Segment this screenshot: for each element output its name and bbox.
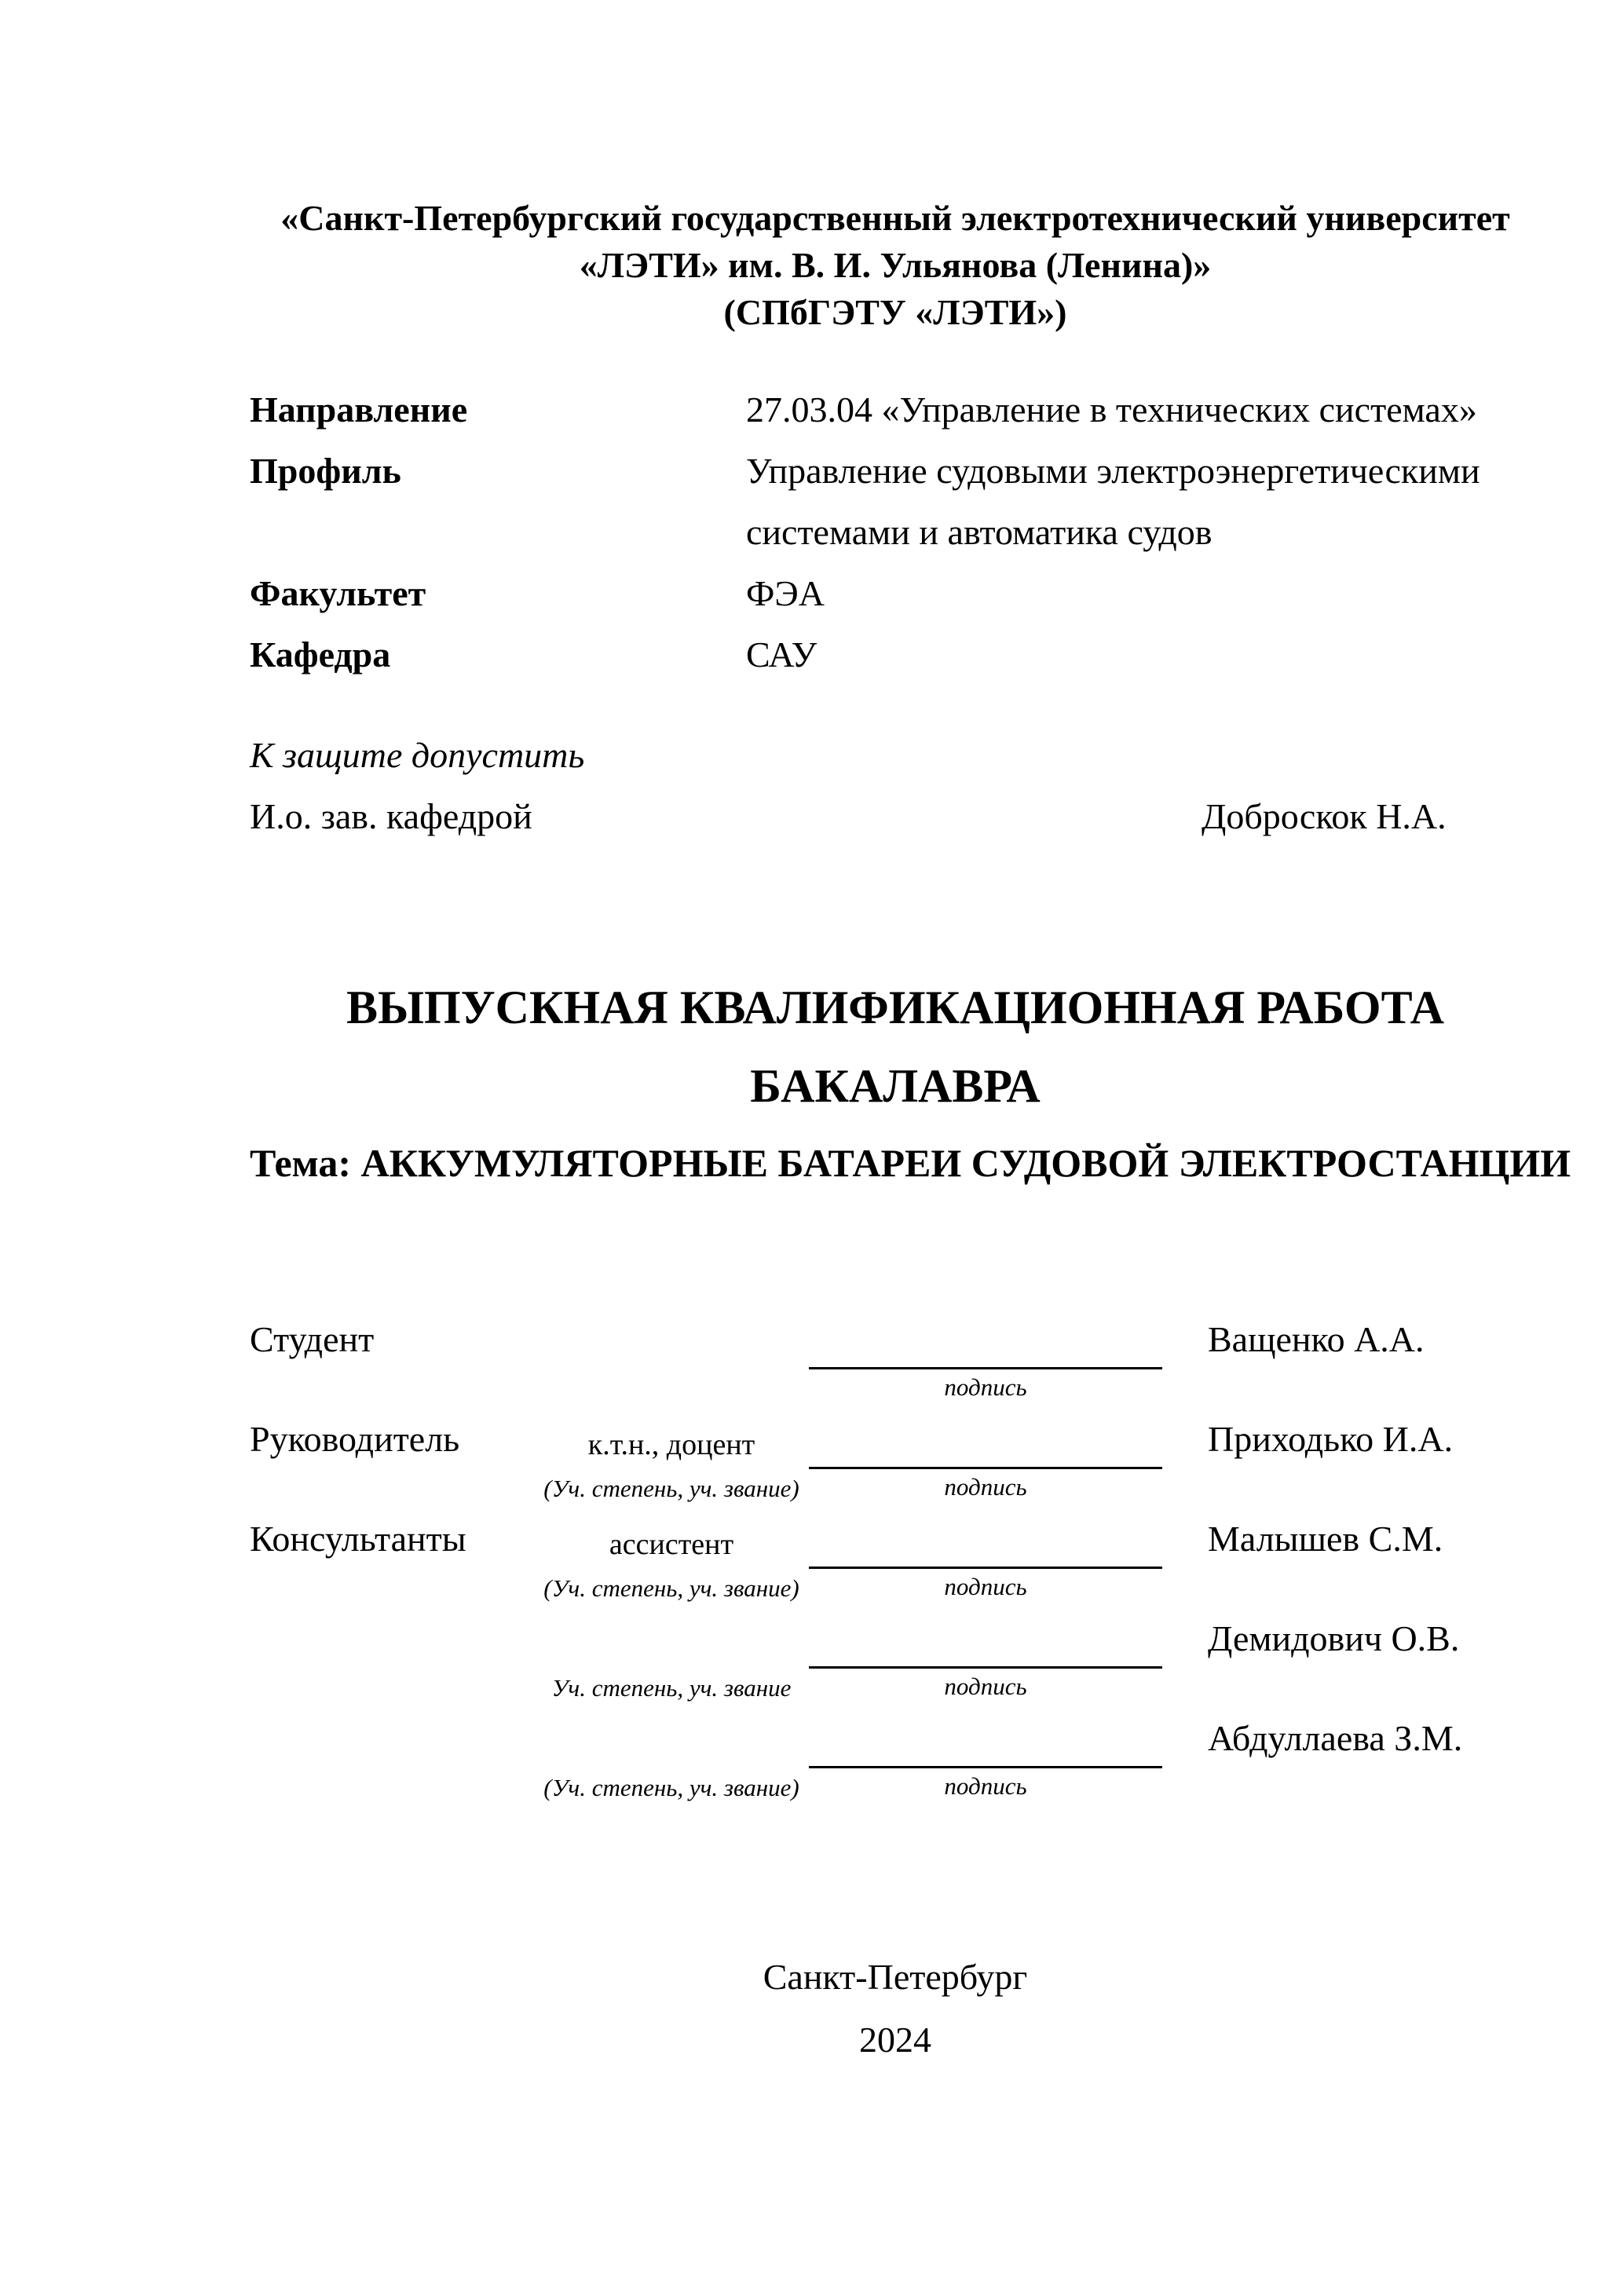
thesis-title-line-1: ВЫПУСКНАЯ КВАЛИФИКАЦИОННАЯ РАБОТА bbox=[346, 982, 1444, 1033]
university-header-line-2: «ЛЭТИ» им. В. И. Ульянова (Ленина)» bbox=[579, 245, 1212, 285]
signature-sign-caption: подпись bbox=[944, 1673, 1027, 1700]
admission-section bbox=[250, 725, 1541, 847]
signature-sign-caption: подпись bbox=[944, 1373, 1027, 1401]
university-header-line-3: (СПбГЭТУ «ЛЭТИ») bbox=[723, 292, 1067, 332]
program-fields-section bbox=[250, 379, 1585, 686]
admission-head-name: Доброскок Н.А. bbox=[1202, 796, 1447, 836]
field-label-profile: Профиль bbox=[250, 451, 401, 491]
field-row-profile bbox=[250, 441, 1585, 563]
signature-row-consultant-2 bbox=[250, 1591, 1585, 1702]
signature-degree-caption: (Уч. степень, уч. звание) bbox=[543, 1774, 799, 1801]
signature-name: Демидович О.В. bbox=[1208, 1618, 1460, 1658]
signature-role-label: Консультанты bbox=[250, 1519, 466, 1559]
signature-row-student bbox=[250, 1292, 1585, 1401]
signature-role-label: Студент bbox=[250, 1319, 375, 1359]
field-label-faculty: Факультет bbox=[250, 573, 426, 613]
signature-line bbox=[809, 1766, 1162, 1768]
admission-permit-line: К защите допустить bbox=[250, 735, 585, 775]
signature-name: Абдуллаева З.М. bbox=[1208, 1718, 1463, 1758]
thesis-theme: Тема: АККУМУЛЯТОРНЫЕ БАТАРЕИ СУДОВОЙ ЭЛЕКТРОСТАНЦИИ bbox=[250, 1141, 1571, 1185]
admission-role-label: И.о. зав. кафедрой bbox=[250, 796, 532, 836]
signatures-section bbox=[250, 1292, 1585, 1801]
signature-degree: к.т.н., доцент bbox=[587, 1428, 755, 1461]
signature-degree: ассистент bbox=[609, 1528, 734, 1561]
field-label-direction: Направление bbox=[250, 389, 468, 430]
signature-row-consultant-1 bbox=[250, 1491, 1585, 1602]
field-row-department bbox=[250, 624, 1585, 686]
signature-line bbox=[809, 1467, 1162, 1469]
signature-name: Малышев С.М. bbox=[1208, 1519, 1443, 1559]
field-row-faculty bbox=[250, 563, 1585, 624]
footer-year: 2024 bbox=[859, 2020, 931, 2060]
signature-sign-caption: подпись bbox=[944, 1473, 1027, 1501]
signature-row-consultant-3 bbox=[250, 1691, 1585, 1801]
signature-name: Ващенко А.А. bbox=[1208, 1319, 1425, 1359]
signature-row-supervisor bbox=[250, 1391, 1585, 1502]
footer-section bbox=[250, 1946, 1541, 2071]
university-header bbox=[250, 195, 1541, 336]
field-label-department: Кафедра bbox=[250, 634, 391, 675]
field-row-direction bbox=[250, 379, 1585, 441]
signature-sign-caption: подпись bbox=[944, 1573, 1027, 1600]
signature-degree-caption: Уч. степень, уч. звание bbox=[551, 1674, 792, 1702]
field-value-direction: 27.03.04 «Управление в технических системах» bbox=[746, 389, 1477, 430]
field-value-department: САУ bbox=[746, 634, 817, 675]
signature-role-label: Руководитель bbox=[250, 1419, 460, 1459]
signature-line bbox=[809, 1367, 1162, 1369]
signature-sign-caption: подпись bbox=[944, 1772, 1027, 1800]
footer-city: Санкт-Петербург bbox=[763, 1957, 1028, 1997]
thesis-title-line-2: БАКАЛАВРА bbox=[750, 1060, 1041, 1112]
field-value-profile: Управление судовыми электроэнергетическими системами и автоматика судов bbox=[746, 451, 1480, 552]
admission-row bbox=[250, 786, 1541, 847]
signature-name: Приходько И.А. bbox=[1208, 1419, 1454, 1459]
signature-line bbox=[809, 1666, 1162, 1669]
field-value-faculty: ФЭА bbox=[746, 573, 825, 613]
signature-degree-caption: (Уч. степень, уч. звание) bbox=[543, 1475, 799, 1502]
signature-degree-caption: (Уч. степень, уч. звание) bbox=[543, 1574, 799, 1602]
university-header-line-1: «Санкт-Петербургский государственный электротехнический университет bbox=[280, 198, 1510, 238]
signature-line bbox=[809, 1567, 1162, 1569]
thesis-title-section bbox=[250, 968, 1571, 1201]
